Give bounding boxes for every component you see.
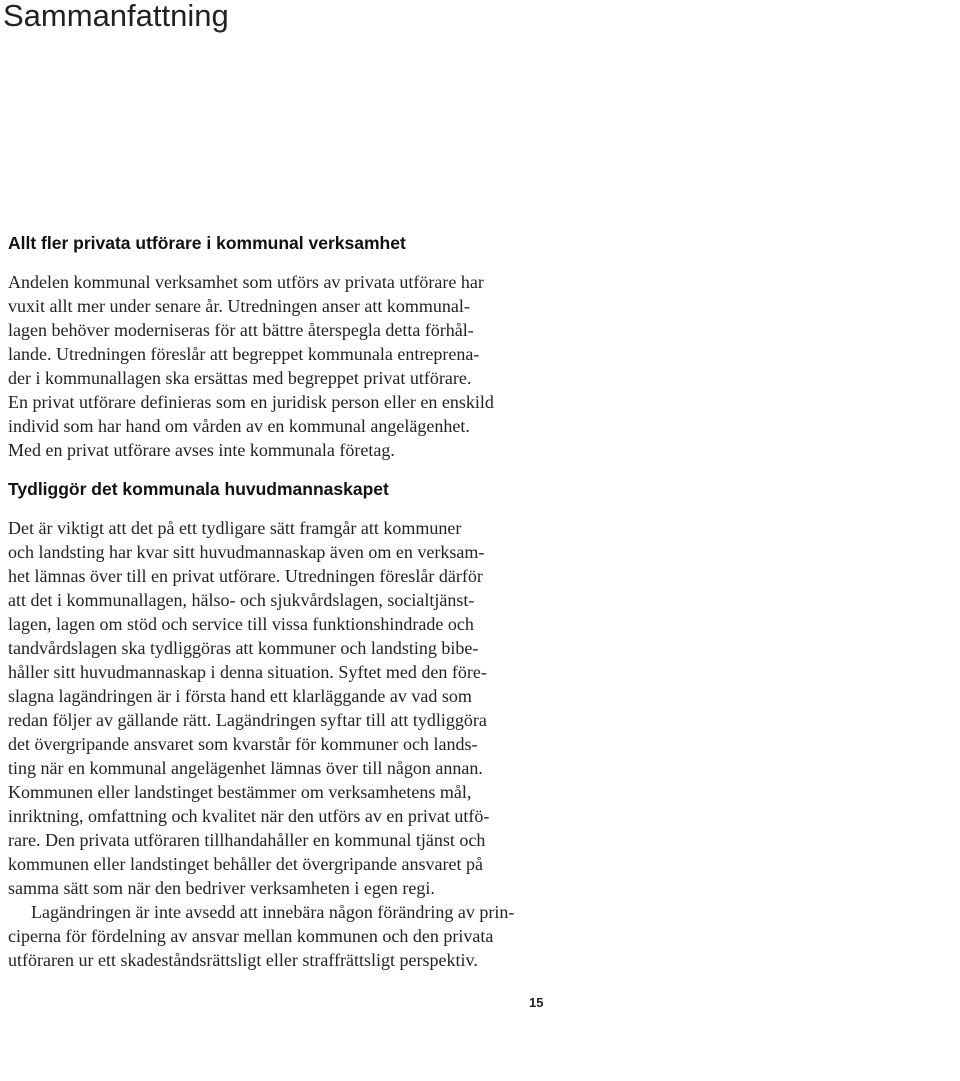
body-line: och landsting har kvar sitt huvudmannaskap även om en verksam- xyxy=(8,542,485,562)
body-line: slagna lagändringen är i första hand ett klarläggande av vad som xyxy=(8,686,472,706)
body-line: samma sätt som när den bedriver verksamheten i egen regi. xyxy=(8,878,435,898)
body-line: vuxit allt mer under senare år. Utredningen anser att kommunal- xyxy=(8,296,470,316)
body-line: lagen behöver moderniseras för att bättre återspegla detta förhål- xyxy=(8,320,474,340)
body-line: lande. Utredningen föreslår att begreppet kommunala entreprena- xyxy=(8,344,480,364)
body-line: utföraren ur ett skadeståndsrättsligt eller straffrättsligt perspektiv. xyxy=(8,950,478,970)
body-line: En privat utförare definieras som en juridisk person eller en enskild xyxy=(8,392,494,412)
body-line: ciperna för fördelning av ansvar mellan kommunen och den privata xyxy=(8,926,494,946)
body-line: att det i kommunallagen, hälso- och sjukvårdslagen, socialtjänst- xyxy=(8,590,475,610)
body-line: het lämnas över till en privat utförare. Utredningen föreslår därför xyxy=(8,566,483,586)
body-line: Andelen kommunal verksamhet som utförs av privata utförare har xyxy=(8,272,484,292)
body-line: Lagändringen är inte avsedd att innebära någon förändring av prin- xyxy=(31,902,515,922)
body-line: det övergripande ansvaret som kvarstår för kommuner och lands- xyxy=(8,734,478,754)
body-line: tandvårdslagen ska tydliggöras att kommuner och landsting bibe- xyxy=(8,638,479,658)
body-line: der i kommunallagen ska ersättas med begreppet privat utförare. xyxy=(8,368,472,388)
body-line: håller sitt huvudmannaskap i denna situation. Syftet med den före- xyxy=(8,662,487,682)
body-line: lagen, lagen om stöd och service till vissa funktionshindrade och xyxy=(8,614,474,634)
body-line: kommunen eller landstinget behåller det övergripande ansvaret på xyxy=(8,854,483,874)
section-heading-private-providers: Allt fler privata utförare i kommunal verksamhet xyxy=(8,233,406,253)
body-line: redan följer av gällande rätt. Lagändringen syftar till att tydliggöra xyxy=(8,710,487,730)
page-title: Sammanfattning xyxy=(3,0,229,33)
body-line: Med en privat utförare avses inte kommunala företag. xyxy=(8,440,395,460)
body-line: rare. Den privata utföraren tillhandahåller en kommunal tjänst och xyxy=(8,830,486,850)
page-number: 15 xyxy=(529,995,544,1010)
body-line: Kommunen eller landstinget bestämmer om verksamhetens mål, xyxy=(8,782,472,802)
body-line: individ som har hand om vården av en kommunal angelägenhet. xyxy=(8,416,470,436)
section-heading-municipal-principal: Tydliggör det kommunala huvudmannaskapet xyxy=(8,479,389,499)
body-line: Det är viktigt att det på ett tydligare sätt framgår att kommuner xyxy=(8,518,462,538)
body-line: inriktning, omfattning och kvalitet när den utförs av en privat utfö- xyxy=(8,806,490,826)
body-line: ting när en kommunal angelägenhet lämnas över till någon annan. xyxy=(8,758,483,778)
